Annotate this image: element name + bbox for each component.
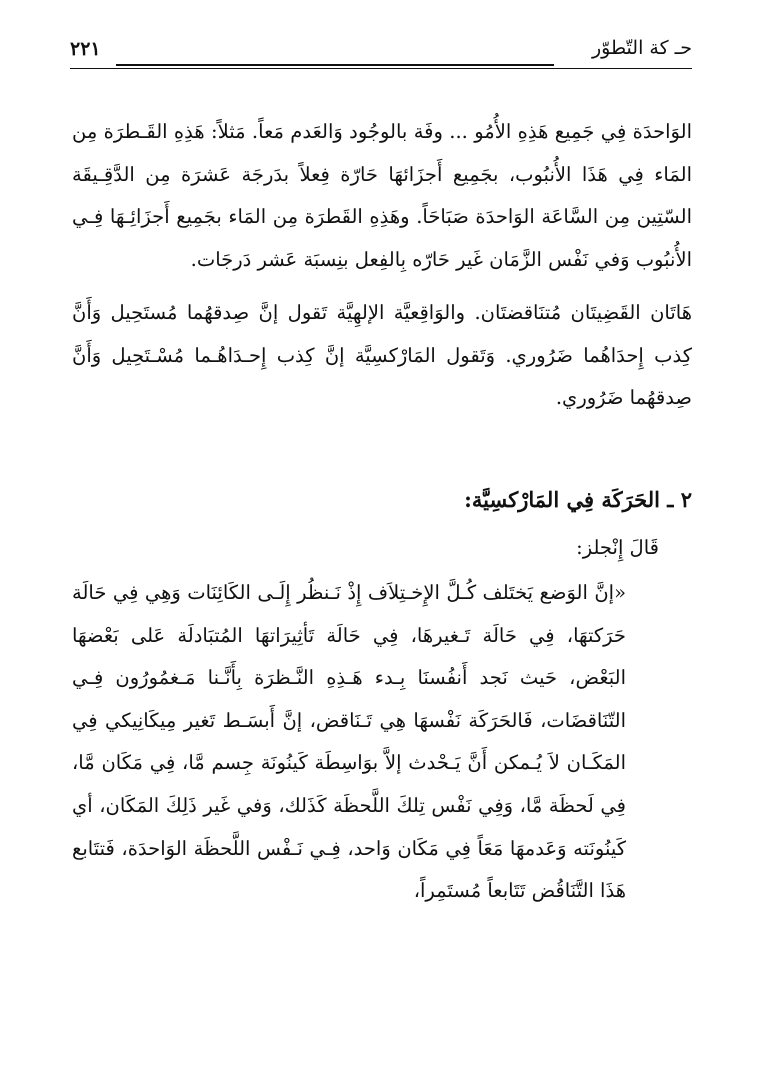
quote-intro: قَالَ إِنْجلز:	[576, 536, 659, 559]
paragraph-2: هَاتَان القَضِيتَان مُتنَاقضتَان. والوَاقِعيَّة الإلهِيَّة تَقول إنَّ صِدقهُما مُستَحِيل وَأَنَّ كِذب إِحدَاهُما ضَرُوري. وَتَقول المَارْكسِيَّة إنَّ كِذب إِحـدَاهُـما مُسْـتَحِيل وَأَنَّ صِدقهُما ضَرُوري.	[72, 301, 692, 409]
section-heading: ٢ ـ الحَرَكَة فِي المَارْكسِيَّة:	[464, 487, 692, 512]
paragraph-1: الوَاحدَة فِي جَمِيع هَذِهِ الأُمُو ... وفَة بالوجُود وَالعَدم مَعاً. مَثلاً: هَذِهِ القَـطرَة مِن المَاء فِي هَذَا الأُنبُوب، بجَمِيع أَجزَائهَا حَارّة فِعلاً بدَرجَة عَشرَة مِن الدَّقِـيقَة السّتِين مِن السَّاعَة الوَاحدَة صَبَاحَاً. وهَذِهِ القَطرَة مِن المَاء بجَمِيع أَجزَائِـهَا فِـي الأُنبُوب وَفي نَفْس الزَّمَان غَير حَارّه بِالفِعل بنِسبَة عَشر دَرجَات.	[72, 120, 692, 271]
quote-block: «إنَّ الوَضع يَختَلف كُـلَّ الإِخـتِلاَف إِذْ نَـنظُر إِلَـى الكَائِنَات وَهِي فِي حَالَة حَرَكتهَا، فِي حَالَة تَـغيرهَا، فِي حَالَة تَأثِيرَاتهَا المُتبَادلَة عَلى بَعْضهَا البَعْض، حَيث نَجد أَنفُسنَا بِـدء هَـذِهِ النَّـظرَة بِأَنَّـنا مَـغمُورُون فِـي التّنَاقضَات، فَالحَرَكَة نَفْسهَا هِي تَـنَاقض، إنَّ أَبسَـط تَغير مِيكَانِيكي فِي المَكَـان لاَ يُـمكن أَنَّ يَـحْدث إلاَّ بوَاسِطَة كَينُونَة جِسم مَّا، فِي مَكَان مَّا، فِي لَحظَة مَّا، وَفِي نَفْس تِلكَ اللَّحظَة كَذَلك، وَفي غَير ذَلِكَ المَكَان، أي كَينُونَته وَعَدمهَا مَعَاً فِي مَكَان وَاحد، فِـي نَـفْس اللَّحظَة الوَاحدَة، فَتتَابع هَذَا التَّنَاقُض تَتَابعاً مُستَمِراً،	[72, 581, 626, 903]
running-title: حـ كة التّطوّر	[591, 37, 692, 59]
header-rule-thin	[70, 68, 692, 69]
running-header	[70, 34, 692, 68]
page-number: ٢٢١	[70, 38, 101, 60]
header-rule	[116, 64, 554, 66]
